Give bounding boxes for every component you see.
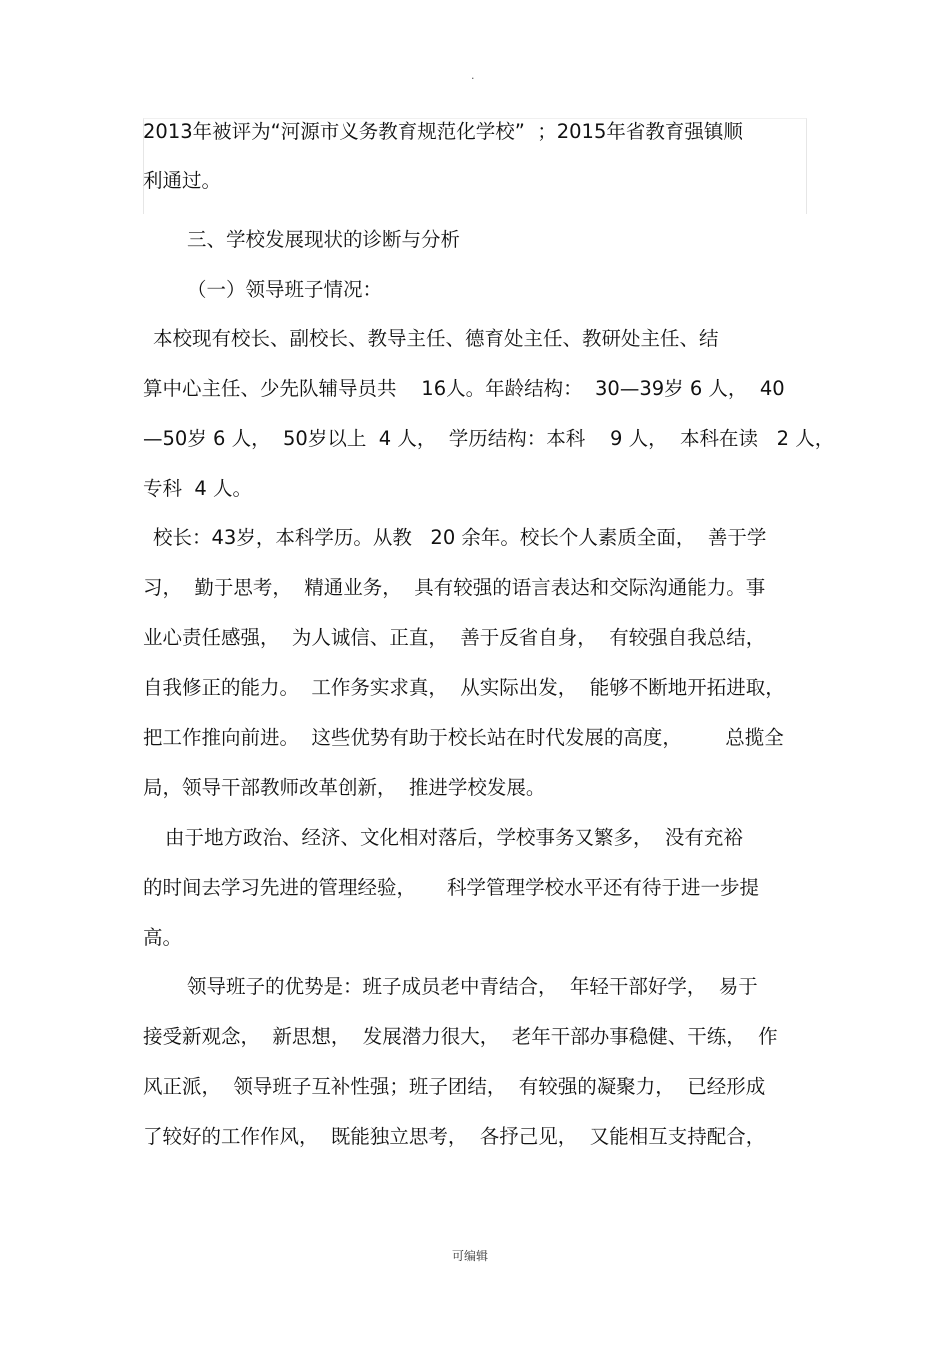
header-mark: . xyxy=(471,69,475,82)
text-line: 算中心主任、少先队辅导员共 16人。年龄结构： 30—39岁 6 人， 40 xyxy=(143,377,785,400)
text-line: 校长：43岁，本科学历。从教 20 余年。校长个人素质全面， 善于学 xyxy=(153,526,767,549)
text-line: 2013年被评为“河源市义务教育规范化学校” ；2015年省教育强镇顺 xyxy=(143,120,743,143)
text-line: —50岁 6 人， 50岁以上 4 人， 学历结构：本科 9 人， 本科在读 2 人， xyxy=(143,427,835,450)
text-line: 业心责任感强， 为人诚信、正直， 善于反省自身， 有较强自我总结， xyxy=(143,626,766,649)
text-line: 由于地方政治、经济、文化相对落后，学校事务又繁多， 没有充裕 xyxy=(165,826,743,849)
text-line: 接受新观念， 新思想， 发展潜力很大， 老年干部办事稳健、干练， 作 xyxy=(143,1025,778,1048)
text-line: 的时间去学习先进的管理经验， 科学管理学校水平还有待于进一步提 xyxy=(143,876,759,899)
text-line: 把工作推向前进。 这些优势有助于校长站在时代发展的高度， 总揽全 xyxy=(143,726,784,749)
text-line: 专科 4 人。 xyxy=(143,477,253,500)
text-line: 利通过。 xyxy=(143,169,222,192)
text-line: 习， 勤于思考， 精通业务， 具有较强的语言表达和交际沟通能力。事 xyxy=(143,576,766,599)
text-line: 局，领导干部教师改革创新， 推进学校发展。 xyxy=(143,776,546,799)
footer-label: 可编辑 xyxy=(452,1249,489,1263)
text-line: 高。 xyxy=(143,926,183,949)
subsection-heading: （一）领导班子情况： xyxy=(187,278,383,301)
text-line: 风正派， 领导班子互补性强；班子团结， 有较强的凝聚力， 已经形成 xyxy=(143,1075,766,1098)
text-line: 自我修正的能力。 工作务实求真， 从实际出发， 能够不断地开拓进取， xyxy=(143,676,785,699)
text-line: 领导班子的优势是：班子成员老中青结合， 年轻干部好学， 易于 xyxy=(187,975,758,998)
text-line: 了较好的工作作风， 既能独立思考， 各抒己见， 又能相互支持配合， xyxy=(143,1125,766,1148)
text-line: 本校现有校长、副校长、教导主任、德育处主任、教研处主任、结 xyxy=(153,327,719,350)
section-heading: 三、学校发展现状的诊断与分析 xyxy=(187,228,461,251)
